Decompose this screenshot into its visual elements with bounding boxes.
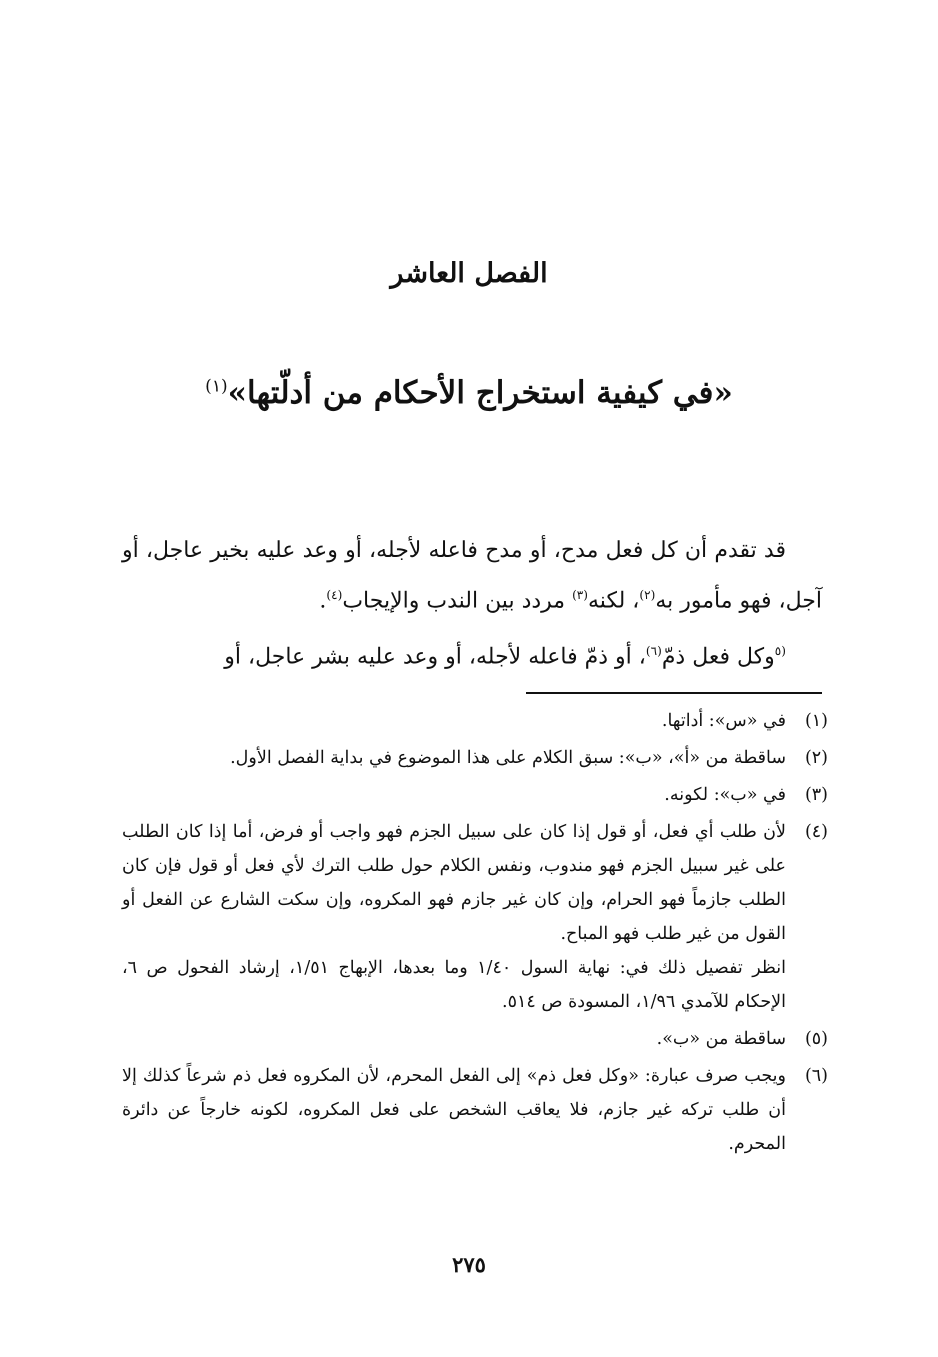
section-title [0, 375, 938, 411]
footnote-number: (٣) [804, 785, 828, 805]
footnote-1 [122, 704, 828, 738]
footnote-text: في «ب»: لكونه. [664, 785, 786, 805]
footnote-number: (٤) [804, 822, 828, 842]
paragraph-1 [122, 528, 822, 623]
footnote-text: ساقطة من «أ»، «ب»: سبق الكلام على هذا الموضوع في بداية الفصل الأول. [230, 748, 786, 768]
footnote-2 [122, 741, 828, 775]
footnote-separator [526, 692, 822, 694]
footnote-5 [122, 1022, 828, 1056]
footnote-text: ساقطة من «ب». [656, 1029, 786, 1049]
paragraph-2 [122, 629, 822, 679]
chapter-heading: الفصل العاشر [390, 258, 548, 289]
section-title-text: «في كيفية استخراج الأحكام من أدلّتها» [227, 375, 733, 411]
paragraph-2-part-b: ، أو ذمّ فاعله لأجله، أو وعد عليه بشر عاجل، أو [224, 644, 646, 670]
paragraph-1-part-b: ، لكنه [588, 588, 640, 614]
footnote-references: انظر تفصيل ذلك في: نهاية السول ١/٤٠ وما بعدها، الإبهاج ١/٥١، إرشاد الفحول ص ٦، الإحكام للآمدي ١/٩٦، المسودة ص ٥١٤. [122, 958, 787, 1012]
footnote-ref-6: (٦) [645, 644, 662, 659]
footnote-number: (٥) [804, 1029, 828, 1049]
footnote-text: لأن طلب أي فعل، أو قول إذا كان على سبيل الجزم فهو واجب أو فرض، أما إذا كان الطلب على غير سبيل الجزم فهو مندوب، ونفس الكلام حول طلب الترك لأي فعل أو قول فإن كان الطلب جازماً فهو الحرام، وإن كان غير جازم فهو المكروه، وإن سكت الشارع عن الفعل أو القول من غير طلب فهو المباح. [122, 822, 786, 944]
footnote-ref-1: (١) [205, 376, 228, 397]
footnote-ref-2: (٢) [639, 588, 656, 602]
footnote-3 [122, 778, 828, 812]
footnote-number: (٢) [804, 748, 828, 768]
body-text [122, 528, 822, 680]
footnote-body [122, 815, 786, 1019]
footnote-number: (٦) [804, 1066, 828, 1086]
footnote-ref-4: (٤) [326, 588, 343, 602]
footnote-ref-5: (٥ [774, 644, 786, 659]
paragraph-2-part-a: وكل فعل ذمّ [661, 644, 775, 670]
footnotes [122, 704, 828, 1164]
paragraph-1-part-c: مردد بين الندب والإيجاب [342, 588, 573, 614]
paragraph-1-part-d: . [319, 588, 327, 614]
footnote-4 [122, 815, 828, 1019]
page-number: ٢٧٥ [452, 1252, 486, 1277]
footnote-ref-3: (٣) [572, 588, 589, 602]
footnote-6 [122, 1059, 828, 1161]
footnote-text: ويجب صرف عبارة: «وكل فعل ذم» إلى الفعل المحرم، لأن المكروه فعل ذم شرعاً كذلك إلا أن طلب تركه غير جازم، فلا يعاقب الشخص على فعل المكروه، لكونه خارجاً عن دائرة المحرم. [122, 1066, 786, 1154]
paragraph-1-part-a: قد تقدم أن كل فعل مدح، أو مدح فاعله لأجله، أو وعد عليه بخير عاجل، أو آجل، فهو مأمور به [122, 538, 822, 614]
footnote-number: (١) [804, 711, 828, 731]
footnote-text: في «س»: أداتها. [661, 711, 786, 731]
